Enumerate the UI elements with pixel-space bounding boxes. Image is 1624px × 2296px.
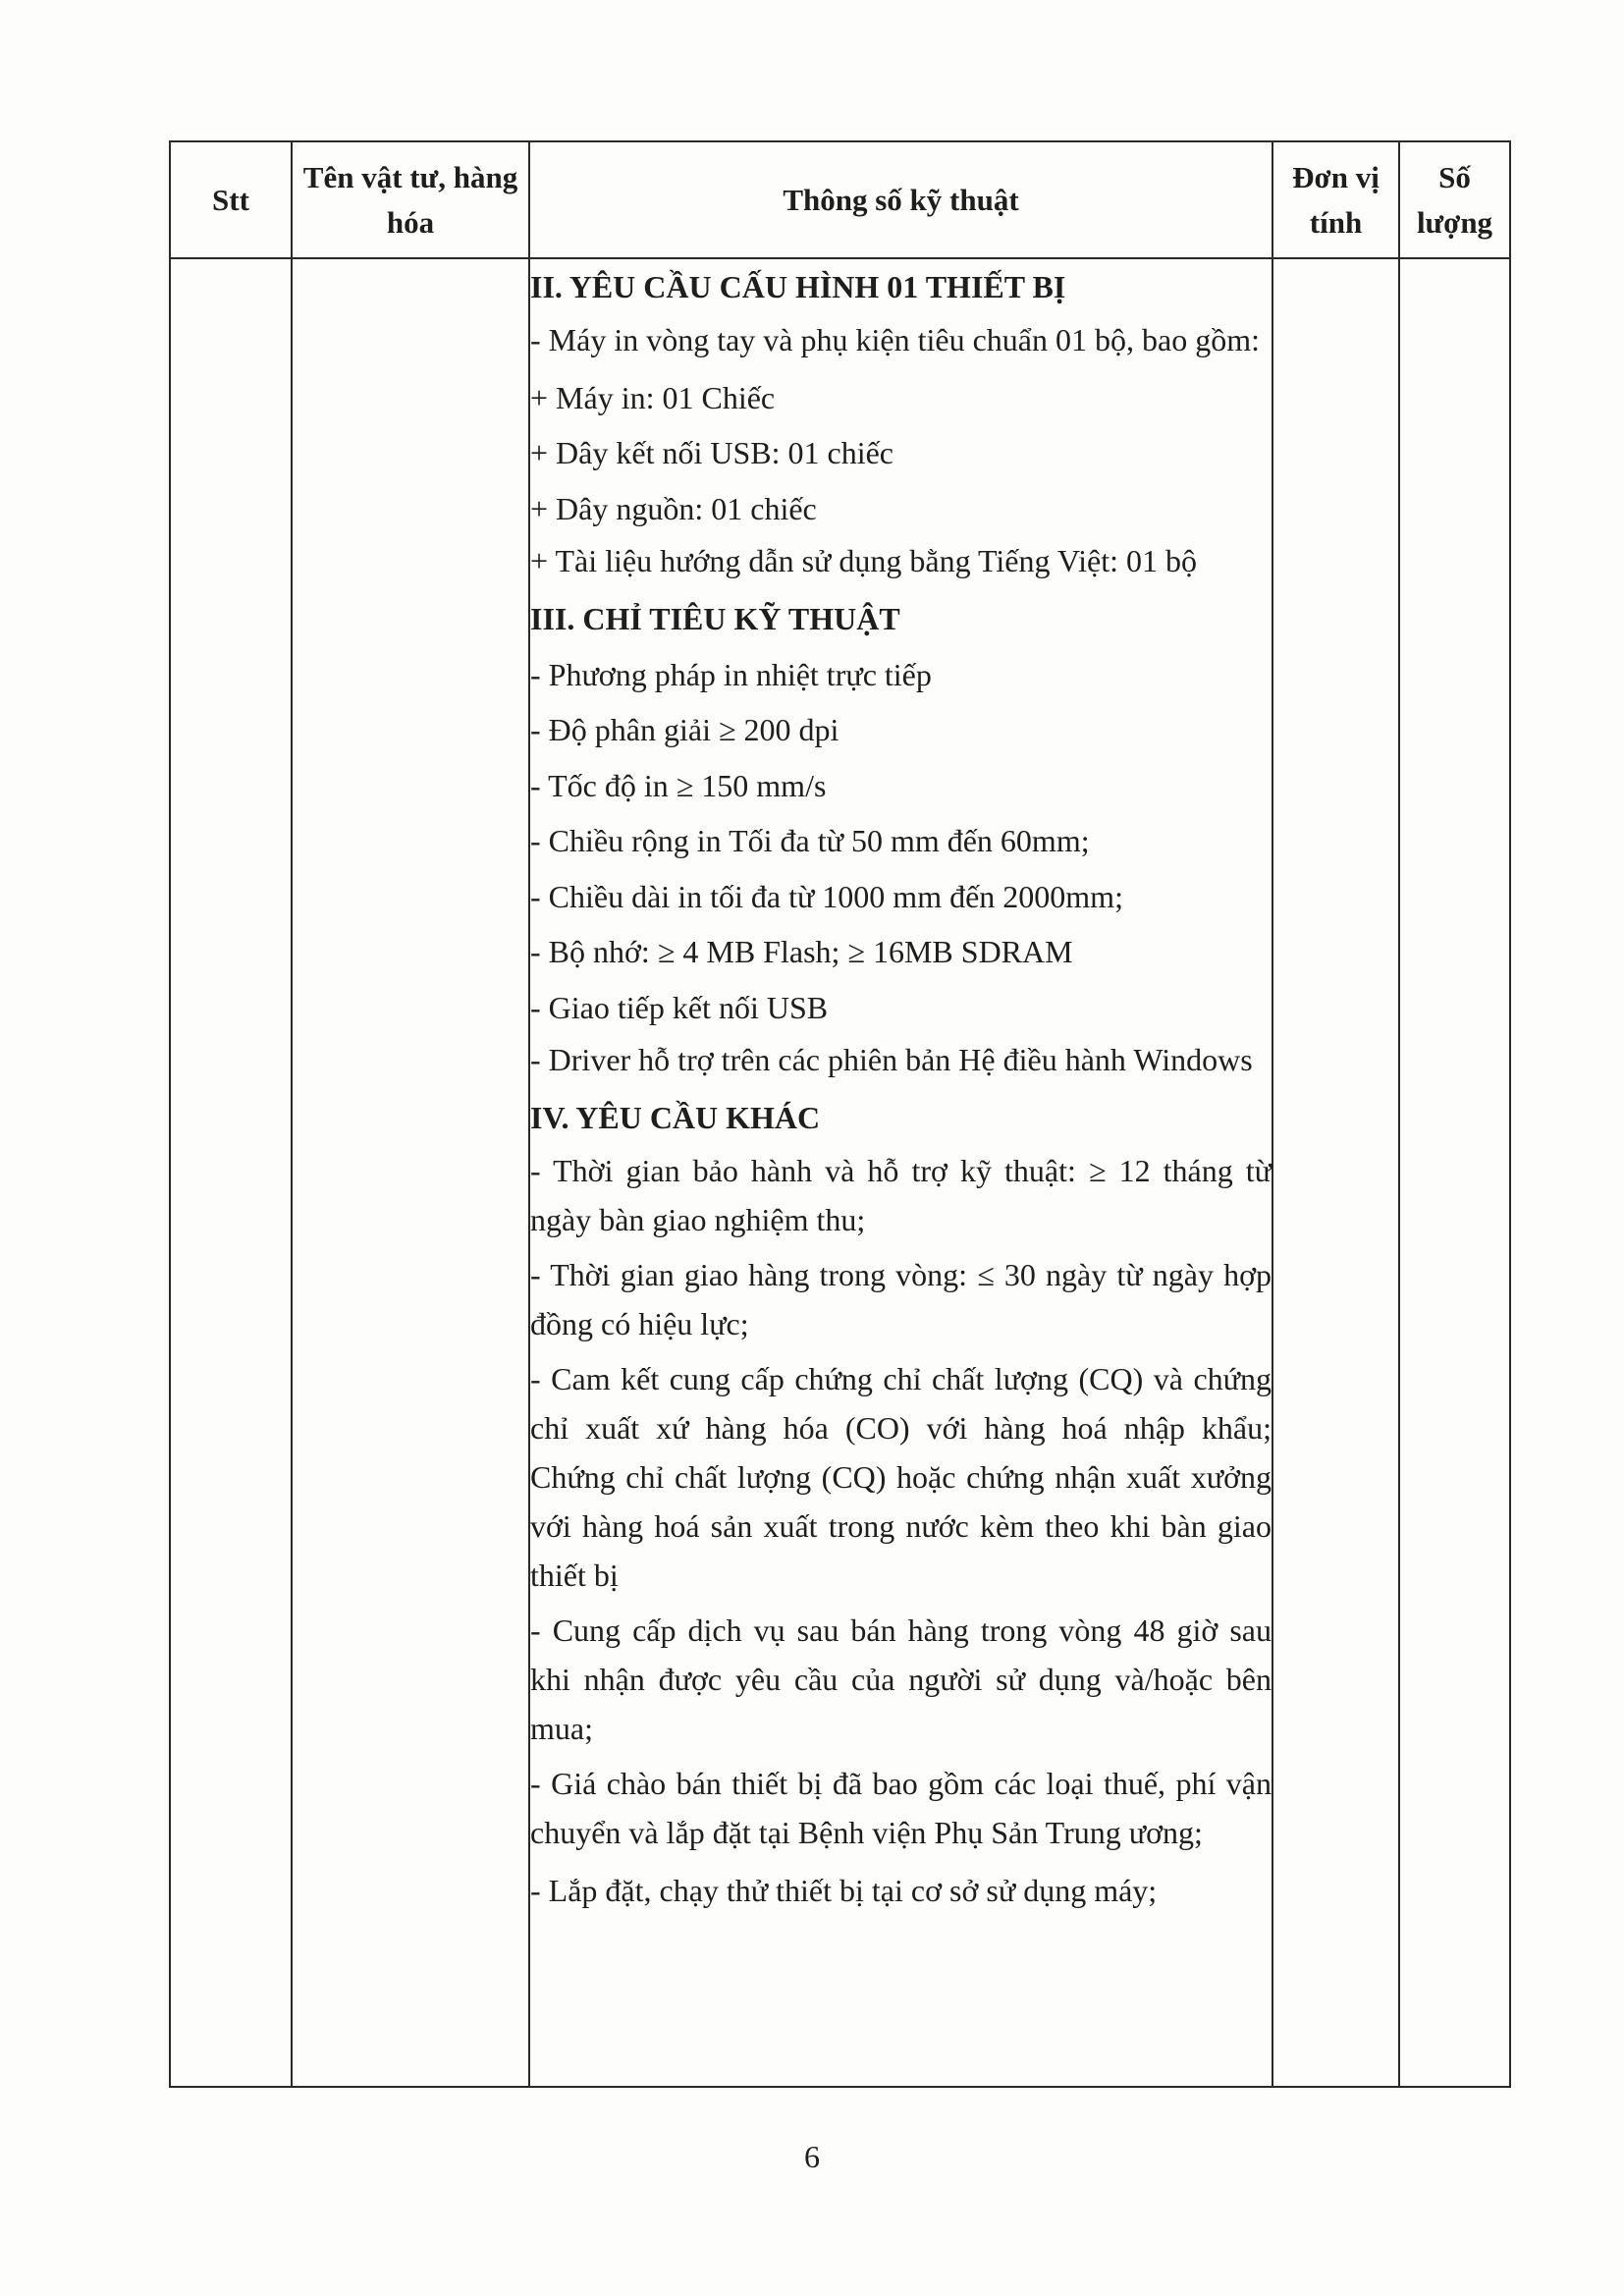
spec-table [169, 140, 1511, 2088]
spec-line: - Tốc độ in ≥ 150 mm/s [530, 767, 827, 803]
header-unit: Đơn vị tính [1272, 141, 1399, 258]
spec-line: + Dây nguồn: 01 chiếc [530, 490, 817, 526]
section-heading: IV. YÊU CẦU KHÁC [530, 1100, 821, 1135]
spec-line: - Lắp đặt, chạy thử thiết bị tại cơ sở sử dụng máy; [530, 1872, 1158, 1908]
spec-line: - Chiều dài in tối đa từ 1000 mm đến 2000mm; [530, 878, 1123, 914]
spec-line: - Giao tiếp kết nối USB [530, 989, 829, 1025]
section-heading: III. CHỈ TIÊU KỸ THUẬT [530, 601, 900, 636]
spec-line: - Cung cấp dịch vụ sau bán hàng trong vòng 48 giờ sau khi nhận được yêu cầu của người sử dụng và/hoặc bên mua; [530, 1612, 1272, 1746]
header-name: Tên vật tư, hàng hóa [292, 141, 529, 258]
cell-stt [170, 258, 292, 2087]
header-stt: Stt [170, 141, 292, 258]
spec-line: - Máy in vòng tay và phụ kiện tiêu chuẩn 01 bộ, bao gồm: [530, 321, 1260, 357]
spec-line: - Bộ nhớ: ≥ 4 MB Flash; ≥ 16MB SDRAM [530, 934, 1073, 969]
spec-line: - Phương pháp in nhiệt trực tiếp [530, 656, 932, 692]
page-number: 6 [804, 2139, 820, 2174]
spec-line: - Độ phân giải ≥ 200 dpi [530, 712, 839, 747]
header-spec: Thông số kỹ thuật [529, 141, 1272, 258]
spec-line: + Dây kết nối USB: 01 chiếc [530, 435, 893, 470]
cell-unit [1272, 258, 1399, 2087]
spec-line: + Máy in: 01 Chiếc [530, 379, 776, 415]
spec-line: - Thời gian bảo hành và hỗ trợ kỹ thuật: ≥ 12 tháng từ ngày bàn giao nghiệm thu; [530, 1152, 1272, 1237]
section-heading: II. YÊU CẦU CẤU HÌNH 01 THIẾT BỊ [530, 269, 1066, 304]
cell-spec [529, 258, 1272, 2087]
header-qty: Số lượng [1399, 141, 1510, 258]
spec-line: - Driver hỗ trợ trên các phiên bản Hệ điều hành Windows [530, 1042, 1253, 1077]
spec-line: - Thời gian giao hàng trong vòng: ≤ 30 ngày từ ngày hợp đồng có hiệu lực; [530, 1256, 1272, 1341]
spec-line: - Cam kết cung cấp chứng chỉ chất lượng (CQ) và chứng chỉ xuất xứ hàng hóa (CO) với hàng hoá nhập khẩu; Chứng chỉ chất lượng (CQ) hoặc chứng nhận xuất xưởng với hàng hoá sản xuất trong nước kèm theo khi bàn giao thiết bị [530, 1360, 1272, 1593]
cell-qty [1399, 258, 1510, 2087]
spec-line: - Chiều rộng in Tối đa từ 50 mm đến 60mm; [530, 823, 1090, 858]
cell-name [292, 258, 529, 2087]
table-header-row [170, 141, 1510, 258]
spec-line: + Tài liệu hướng dẫn sử dụng bằng Tiếng Việt: 01 bộ [530, 543, 1197, 578]
spec-line: - Giá chào bán thiết bị đã bao gồm các loại thuế, phí vận chuyển và lắp đặt tại Bệnh viện Phụ Sản Trung ương; [530, 1765, 1272, 1850]
table-row [170, 258, 1510, 2087]
